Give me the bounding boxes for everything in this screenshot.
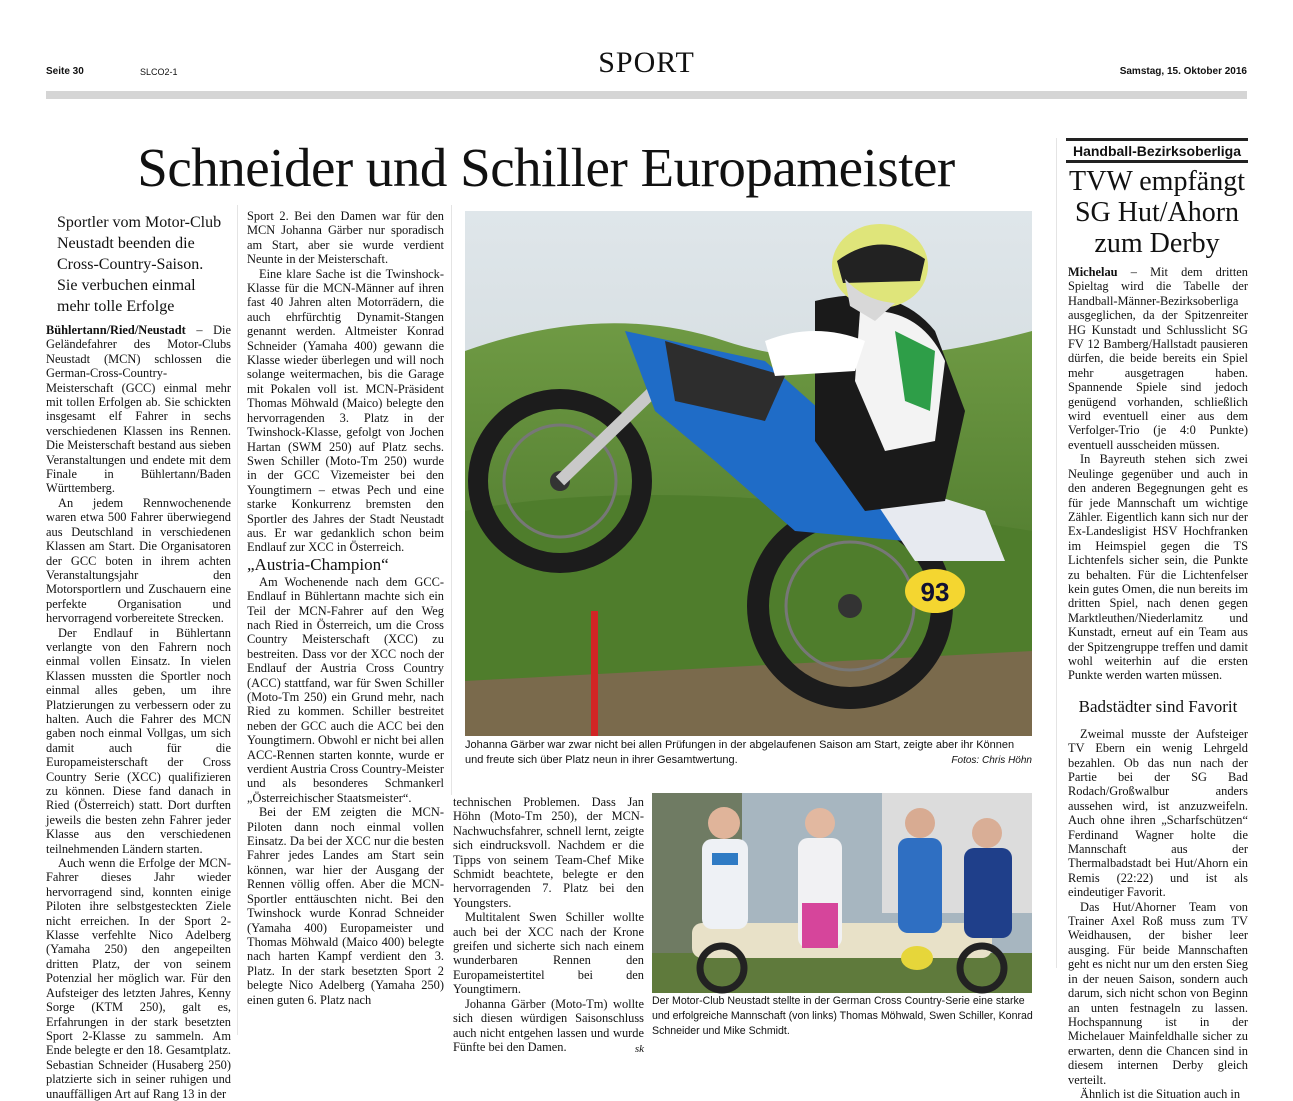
paragraph: Der Endlauf in Bühlertann verlangte von den Fahrern noch einmal vollen Einsatz. In vielen Klassen mussten die Sportler noch einmal alles geben, um ihre Platzierungen zu verbessern oder zu halten. Auch die Fahrer des MCN gaben noch einmal Vollgas, um sich damit auch für die Europameisterschaft der Cross Country Serie (XCC) qualifizieren zu können. Diese fand danach in Ried (Österreich) statt. Dort durften jeweils die besten zehn Fahrer jeder Klasse aus den verschiedenen teilnehmenden Ländern starten. [46, 625, 231, 856]
rubric-label: Handball-Bezirksoberliga [1066, 138, 1248, 163]
paragraph: An jedem Rennwochenende waren etwa 500 Fahrer überwiegend aus Deutschland in verschiedenen Klassen am Start. Die Organisatoren der GCC boten in ihrem achten Veranstaltungsjahr den Motorsportlern und Zuschauern eine perfekte Organisation und hervorragend vorbereitete Strecken. [46, 495, 231, 626]
paragraph: Auch wenn die Erfolge der MCN-Fahrer dieses Jahr wieder hervorragend sind, konnten einige Piloten ihre selbstgesteckten Ziele nicht erreichen. In der Sport 2-Klasse verfehlte Nico Adelberg (Yamaha 250) den angepeilten dritten Platz, der von seinem Potenzial her möglich war. Für den Aufsteiger des letzten Jahres, Kenny Sorge (KTM 250), galt es, Erfahrungen in der stark besetzten Sport 2-Klasse zu sammeln. Am Ende belegte er den 18. Gesamtplatz. Sebastian Schneider (Husaberg 250) platzierte sich in seiner ruhigen und unauffälligen Art auf Rang 13 in der [46, 856, 231, 1101]
paragraph: Johanna Gärber (Moto-Tm) wollte sich diesen würdigen Saisonschluss auch nicht entgehen lassen und wurde Fünfte bei den Damen. [453, 996, 644, 1054]
photo-rider [465, 211, 1032, 736]
sidebar-column [1068, 265, 1248, 1101]
rider-photo-illustration [465, 211, 1032, 736]
paragraph: Bei der EM zeigten die MCN-Piloten dann noch einmal vollen Einsatz. Da bei der XCC nur die besten Fahrer jedes Landes am Start sein können, war hier der Ausgang der Rennen völlig offen. Aber die MCN-Sportler enttäuschten nicht. Bei den Twinshock wurde Konrad Schneider (Yamaha 400) Europameister und Thomas Möhwald (Maico 400) belegte nach harten Kampf verdient den 3. Platz. In der stark besetzten Sport 2 belegte Nico Adelberg (Yamaha 250) einen guten 6. Platz nach [247, 805, 444, 1007]
article-column-2 [247, 209, 444, 1043]
article-teaser: Sportler vom Motor-Club Neustadt beenden die Cross-Country-Saison. Sie verbuchen einmal mehr tolle Erfolge [57, 214, 222, 315]
sidebar-headline: TVW empfängt SG Hut/Ahorn zum Derby [1069, 166, 1245, 259]
article-subheading: „Austria-Champion“ [247, 554, 389, 574]
page-number: Seite 30 [46, 66, 84, 77]
edition-code: SLCO2-1 [140, 67, 178, 77]
dateline: Michelau [1068, 265, 1118, 279]
photo-team [652, 793, 1032, 993]
paragraph: Michelau – Mit dem dritten Spieltag wird die Tabelle der Handball-Männer-Bezirksoberliga ausgeglichen, da der Spitzenreiter HG Kunstadt und Schlusslicht SG FV 12 Bamberg/Hallstadt pausieren dürfen, die beide bereits ein Spiel mehr ausgetragen haben. Spannende Spiele sind jedoch genügend vorhanden, schließlich wird eventuell einer aus dem Verfolger-Trio (je 4:0 Punkte) eventuell ausscheiden müssen. [1068, 265, 1248, 452]
paragraph: Am Wochenende nach dem GCC-Endlauf in Bühlertann machte sich ein Teil der MCN-Fahrer auf den Weg nach Ried in Österreich, um die Cross Country Meisterschaft (XCC) zu bestreiten. Dass vor der XCC noch der Endlauf der Austria Cross Country (ACC) stattfand, war für Swen Schiller (Moto-Tm 250) ein Grund mehr, nach Ried zu kommen. Schiller bestreitet neben der GCC auch die ACC bei den Youngtimern. Obwohl er nicht bei allen ACC-Rennen starten konnte, wurde er verdient Austria Cross Country-Meister und als besonderes Schmankerl „Österreichischer Staatsmeister“. [247, 574, 444, 805]
header-rule [46, 91, 1247, 99]
article-column-1 [46, 323, 231, 1101]
section-title: SPORT [598, 46, 695, 79]
bike-number: 93 [920, 577, 950, 607]
sidebar-subheading: Badstädter sind Favorit [1078, 696, 1238, 716]
paragraph: Sport 2. Bei den Damen war für den MCN Johanna Gärber nur sporadisch am Start, aber sie wurde verdient Neunte in der Meisterschaft. [247, 209, 444, 267]
article-headline: Schneider und Schiller Europameister [137, 137, 955, 198]
paragraph: Bühlertann/Ried/Neustadt – Die Geländefahrer des Motor-Clubs Neustadt (MCN) schlossen die German-Cross-Country-Meisterschaft (GCC) einmal mehr mit tollen Erfolgen ab. Sie schickten insgesamt elf Fahrer in sechs verschiedenen Klassen ins Rennen. Die Meisterschaft bestand aus sieben Veranstaltungen und endete mit dem Finale in Bühlertann/Baden Württemberg. [46, 323, 231, 496]
photo-rider-caption: Johanna Gärber war zwar nicht bei allen Prüfungen in der abgelaufenen Saison am Start, zeigte aber ihr Können und freute sich über Platz neun in ihrer Gesamtwertung. [465, 739, 1015, 766]
paragraph: Zweimal musste der Aufsteiger TV Ebern ein wenig Lehrgeld bezahlen. Ob das nun nach der Partie bei der SG Bad Rodach/Großwalbur anders aussehen wird, ist anzuzweifeln. Auch ohne ihren „Scharfschützen“ Ferdinand Wagner holte die Mannschaft aus der Thermalbadstadt bei Hut/Ahorn ein Remis (22:22) und ist als eindeutiger Favorit. [1068, 726, 1248, 900]
paragraph: Das Hut/Ahorner Team von Trainer Axel Roß muss zum TV Weidhausen, der bisher leer ausging. Für beide Mannschaften geht es nicht nur um den ersten Sieg in der neuen Saison, sondern auch darum, sich nicht schon von Beginn an unten festnageln zu lassen. Hochspannung ist in der Michelauer Mainfeldhalle sicher zu erwarten, denn die Chancen sind in diesem internen Derby gleich verteilt. [1068, 899, 1248, 1087]
photo-team-caption: Der Motor-Club Neustadt stellte in der German Cross Country-Serie eine starke und erfolgreiche Mannschaft (von links) Thomas Möhwald, Swen Schiller, Konrad Schneider und Mike Schmidt. [652, 995, 1033, 1037]
photo-credit: Fotos: Chris Höhn [951, 755, 1032, 766]
team-photo-illustration [652, 793, 1032, 993]
column-divider [1056, 138, 1057, 968]
paragraph: In Bayreuth stehen sich zwei Neulinge gegenüber und auch in den anderen Begegnungen geht es für jede Mannschaft um wichtige Zähler. Eigentlich kann sich nur der Ex-Landesligist HSV Hochfranken im Heimspiel gegen die TS Lichtenfels sicher sein, die Punkte zu behalten. Für die Lichtenfelser kein gutes Omen, die nun bereits im dritten Spiel, nach denen gegen Marktleuthen/Niederlamitz und Kunstadt, erneut auf ein Team aus der Spitzengruppe treffen und damit wohl weiterhin auf die ersten Punkte werden warten müssen. [1068, 452, 1248, 683]
paragraph: Multitalent Swen Schiller wollte auch bei der XCC nach der Krone greifen und sicherte sich nach einem wunderbaren Rennen den Europameistertitel bei den Youngtimern. [453, 910, 644, 997]
article-column-3 [453, 795, 644, 1056]
paragraph: Eine klare Sache ist die Twinshock-Klasse für die MCN-Männer auf ihren fast 40 Jahren alten Motorrädern, die auch ehrfürchtig Dynamit-Stangen genannt werden. Altmeister Konrad Schneider (Yamaha 400) gewann die Klasse wieder überlegen und will noch solange weitermachen, bis die Garage mit Pokalen voll ist. MCN-Präsident Thomas Möhwald (Maico) belegte den hervorragenden 3. Platz in der Twinshock-Klasse, gefolgt von Jochen Hartan (SWM 250) auf Platz sechs. Swen Schiller (Moto-Tm 250) wurde in der GCC Vizemeister bei den Youngtimern – etwas Pech und eine starke Konkurrenz bremsten den Sportler des Jahres der Stadt Neustadt aus. Er war gedanklich schon beim Endlauf zur XCC in Österreich. [247, 266, 444, 555]
issue-date: Samstag, 15. Oktober 2016 [1119, 66, 1247, 77]
column-divider [451, 205, 452, 795]
dateline: Bühlertann/Ried/Neustadt [46, 323, 186, 337]
paragraph: Ähnlich ist die Situation auch in [1080, 1086, 1241, 1101]
column-divider [237, 205, 238, 1035]
paragraph: technischen Problemen. Dass Jan Höhn (Moto-Tm 250), der MCN-Nachwuchsfahrer, schnell lernt, zeigte sich eindrucksvoll. Nachdem er die Tipps von seinem Team-Chef Mike Schmidt beachtete, belegte er den hervorragenden 7. Platz bei den Youngsters. [453, 795, 644, 910]
author-initials: sk [634, 1043, 644, 1056]
